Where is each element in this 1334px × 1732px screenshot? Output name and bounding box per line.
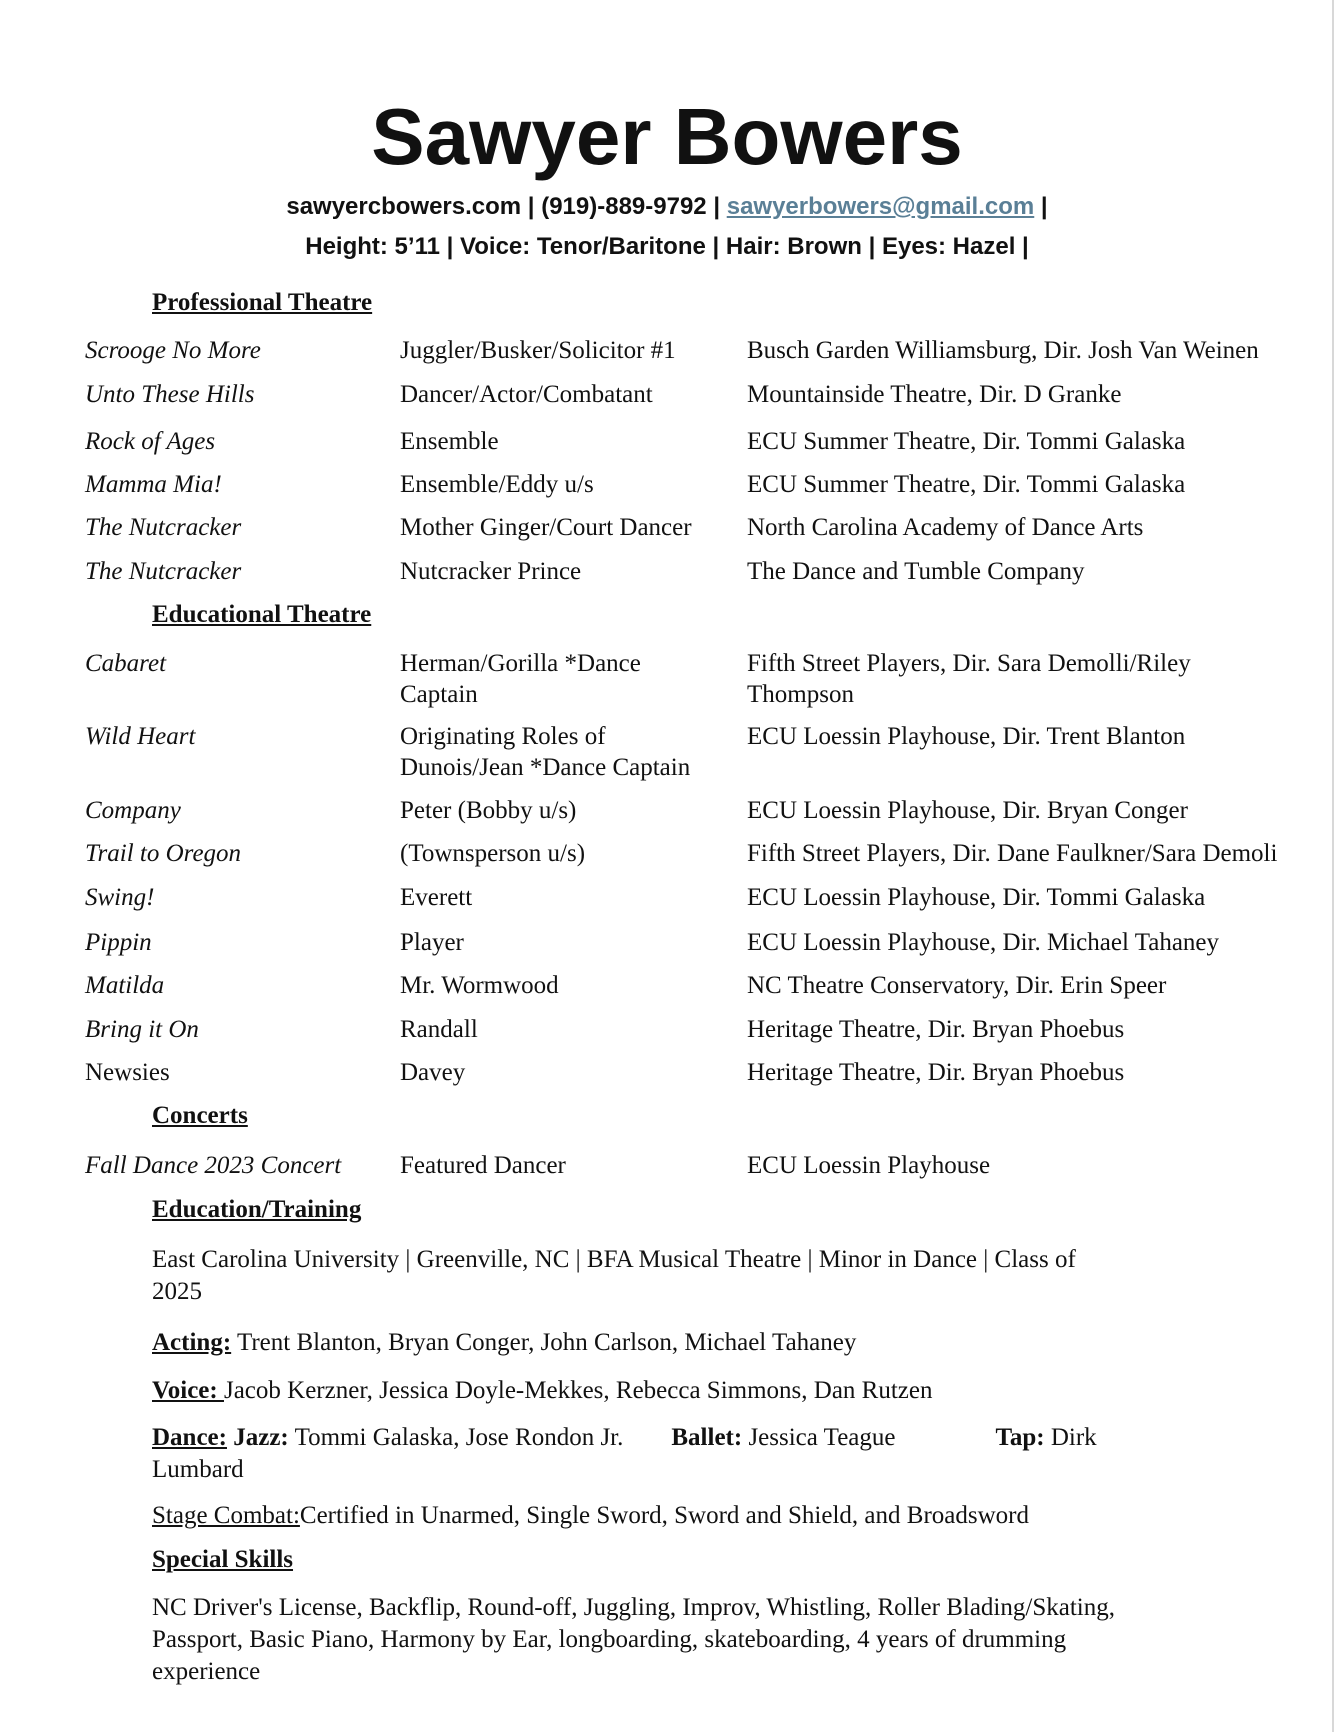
- venue: Mountainside Theatre, Dir. D Granke: [747, 381, 1122, 408]
- ballet-teachers: Jessica Teague: [748, 1424, 896, 1451]
- show-title: Pippin: [85, 929, 152, 956]
- page-title: Sawyer Bowers: [371, 92, 963, 181]
- role: Mr. Wormwood: [400, 972, 559, 999]
- role-line: Herman/Gorilla *Dance: [400, 650, 641, 677]
- school-info: [152, 1244, 1162, 1308]
- role: Ensemble: [400, 428, 499, 455]
- role-line: Originating Roles of: [400, 723, 606, 750]
- school-line: 2025: [152, 1278, 202, 1305]
- show-title: Fall Dance 2023 Concert: [85, 1152, 342, 1179]
- venue: [747, 648, 1327, 710]
- skills-line: NC Driver's License, Backflip, Round-off, Juggling, Improv, Whistling, Roller Blading/Skating,: [152, 1594, 1115, 1621]
- venue: Fifth Street Players, Dir. Dane Faulkner/Sara Demoli: [747, 840, 1278, 867]
- venue: ECU Loessin Playhouse, Dir. Bryan Conger: [747, 797, 1188, 824]
- venue: North Carolina Academy of Dance Arts: [747, 514, 1144, 541]
- show-title: Company: [85, 797, 181, 824]
- show-title: Mamma Mia!: [85, 471, 222, 498]
- role: Ensemble/Eddy u/s: [400, 471, 594, 498]
- acting-training: [152, 1327, 1162, 1359]
- section-heading-concerts: Concerts: [152, 1102, 248, 1129]
- venue-line: Thompson: [747, 681, 854, 708]
- section-heading-skills: Special Skills: [152, 1546, 294, 1573]
- stats-line: Height: 5’11 | Voice: Tenor/Baritone | Hair: Brown | Eyes: Hazel |: [305, 233, 1029, 260]
- role-line: Dunois/Jean *Dance Captain: [400, 754, 691, 781]
- dance-label: Dance:: [152, 1424, 227, 1451]
- venue: The Dance and Tumble Company: [747, 558, 1085, 585]
- tap-label: Tap:: [995, 1424, 1045, 1451]
- voice-stat: Voice: Tenor/Baritone: [460, 233, 706, 260]
- show-title: Trail to Oregon: [85, 840, 242, 867]
- phone-number: (919)-889-9792: [541, 193, 707, 220]
- contact-line: sawyercbowers.com | (919)-889-9792 | sawyerbowers@gmail.com |: [286, 193, 1048, 220]
- venue: ECU Summer Theatre, Dir. Tommi Galaska: [747, 471, 1186, 498]
- dance-training: [152, 1422, 1162, 1486]
- voice-teachers: Jacob Kerzner, Jessica Doyle-Mekkes, Rebecca Simmons, Dan Rutzen: [223, 1377, 933, 1404]
- combat-certs: Certified in Unarmed, Single Sword, Sword and Shield, and Broadsword: [299, 1502, 1029, 1529]
- show-title: Rock of Ages: [85, 428, 216, 455]
- section-heading-professional: Professional Theatre: [152, 289, 373, 316]
- website-link[interactable]: sawyercbowers.com: [286, 193, 522, 220]
- show-title: Newsies: [85, 1059, 170, 1086]
- school-line: East Carolina University | Greenville, NC | BFA Musical Theatre | Minor in Dance | Class of: [152, 1246, 1076, 1273]
- jazz-label: Jazz:: [233, 1424, 289, 1451]
- show-title: Swing!: [85, 884, 155, 911]
- show-title: Cabaret: [85, 650, 167, 677]
- jazz-teachers: Tommi Galaska, Jose Rondon Jr.: [294, 1424, 624, 1451]
- role: [400, 648, 720, 710]
- role: Davey: [400, 1059, 466, 1086]
- skills-line: Passport, Basic Piano, Harmony by Ear, longboarding, skateboarding, 4 years of drumming: [152, 1626, 1067, 1653]
- venue: Heritage Theatre, Dir. Bryan Phoebus: [747, 1016, 1125, 1043]
- show-title: Bring it On: [85, 1016, 199, 1043]
- skills-line: experience: [152, 1658, 261, 1685]
- tap-teacher-cont: Lumbard: [152, 1456, 244, 1483]
- venue: Heritage Theatre, Dir. Bryan Phoebus: [747, 1059, 1125, 1086]
- role: Nutcracker Prince: [400, 558, 582, 585]
- role: Randall: [400, 1016, 478, 1043]
- venue: ECU Loessin Playhouse, Dir. Trent Blanton: [747, 723, 1186, 750]
- voice-training: [152, 1375, 1162, 1407]
- venue: ECU Summer Theatre, Dir. Tommi Galaska: [747, 428, 1186, 455]
- role: Peter (Bobby u/s): [400, 797, 577, 824]
- section-heading-education: Education/Training: [152, 1196, 362, 1223]
- role: Juggler/Busker/Solicitor #1: [400, 337, 676, 364]
- role: Player: [400, 929, 464, 956]
- venue-line: Fifth Street Players, Dir. Sara Demolli/Riley: [747, 650, 1191, 677]
- show-title: The Nutcracker: [85, 514, 242, 541]
- height-stat: Height: 5’11: [305, 233, 440, 260]
- venue: Busch Garden Williamsburg, Dir. Josh Van Weinen: [747, 337, 1259, 364]
- venue: ECU Loessin Playhouse: [747, 1152, 991, 1179]
- hair-stat: Hair: Brown: [725, 233, 862, 260]
- email-link[interactable]: sawyerbowers@gmail.com: [726, 193, 1035, 220]
- show-title: Wild Heart: [85, 723, 196, 750]
- ballet-label: Ballet:: [671, 1424, 743, 1451]
- combat-training: [152, 1500, 1162, 1532]
- role-line: Captain: [400, 681, 478, 708]
- role: Dancer/Actor/Combatant: [400, 381, 653, 408]
- role: Everett: [400, 884, 473, 911]
- role: Mother Ginger/Court Dancer: [400, 514, 692, 541]
- skills-list: [152, 1592, 1162, 1688]
- show-title: The Nutcracker: [85, 558, 242, 585]
- acting-label: Acting:: [152, 1329, 232, 1356]
- role: [400, 721, 720, 783]
- venue: NC Theatre Conservatory, Dir. Erin Speer: [747, 972, 1167, 999]
- venue: ECU Loessin Playhouse, Dir. Tommi Galaska: [747, 884, 1206, 911]
- tap-teacher: Dirk: [1050, 1424, 1097, 1451]
- eyes-stat: Eyes: Hazel: [881, 233, 1016, 260]
- venue: ECU Loessin Playhouse, Dir. Michael Tahaney: [747, 929, 1220, 956]
- voice-label: Voice:: [152, 1377, 224, 1404]
- acting-teachers: Trent Blanton, Bryan Conger, John Carlson, Michael Tahaney: [236, 1329, 857, 1356]
- role: (Townsperson u/s): [400, 840, 586, 867]
- role: Featured Dancer: [400, 1152, 566, 1179]
- combat-label: Stage Combat:: [152, 1502, 300, 1529]
- section-heading-educational: Educational Theatre: [152, 601, 372, 628]
- show-title: Matilda: [85, 972, 165, 999]
- show-title: Scrooge No More: [85, 337, 261, 364]
- show-title: Unto These Hills: [85, 381, 255, 408]
